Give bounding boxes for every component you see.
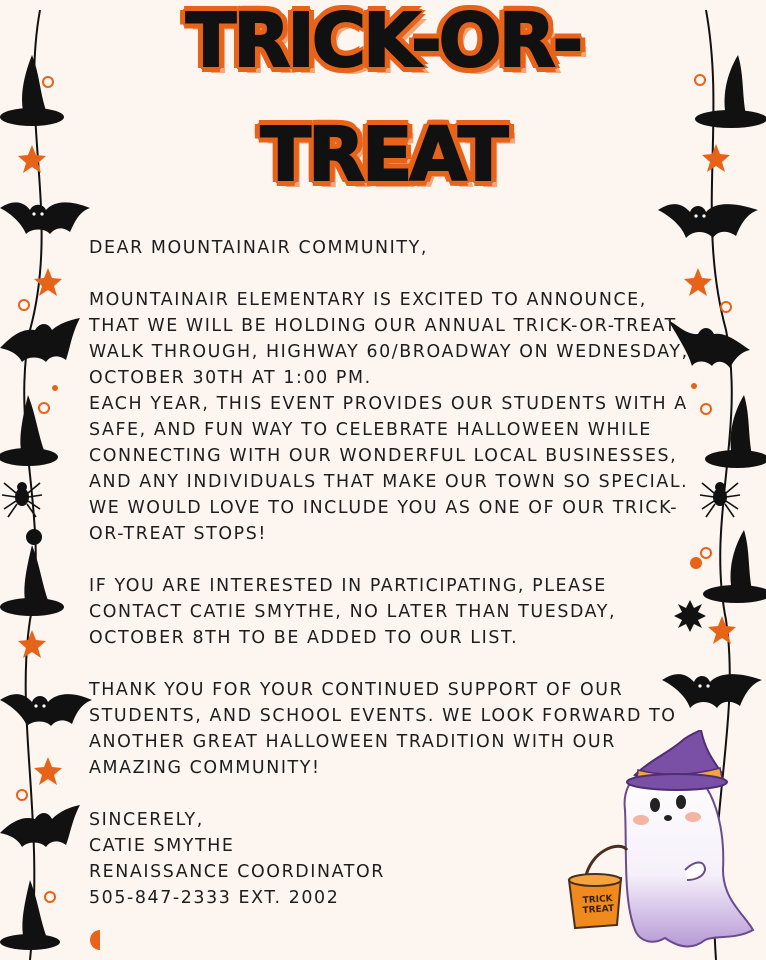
paragraph-3 <box>89 677 689 781</box>
bat-icon <box>0 202 90 234</box>
signer-role: RENAISSANCE COORDINATOR <box>89 862 385 882</box>
closing: SINCERELY, <box>89 810 204 830</box>
paragraph-line: IF YOU ARE INTERESTED IN PARTICIPATING, PLEASE <box>89 576 607 596</box>
bat-icon <box>0 694 92 726</box>
title-line-1: TRICK-OR- <box>185 0 581 84</box>
spider-icon <box>700 482 740 517</box>
greeting: DEAR MOUNTAINAIR COMMUNITY, <box>89 238 428 258</box>
paragraph-line: MOUNTAINAIR ELEMENTARY IS EXCITED TO ANNOUNCE, <box>89 290 647 310</box>
witch-hat-icon <box>695 55 766 128</box>
paragraph-line: THANK YOU FOR YOUR CONTINUED SUPPORT OF OUR <box>89 680 624 700</box>
bat-icon <box>0 805 80 847</box>
paragraph-line: WALK THROUGH, HIGHWAY 60/BROADWAY ON WEDNESDAY, <box>89 342 689 362</box>
witch-hat-icon <box>0 880 60 950</box>
bat-icon <box>658 204 758 238</box>
star-icon <box>18 630 46 658</box>
paragraph-line: AMAZING COMMUNITY! <box>89 758 321 778</box>
witch-hat-icon <box>705 395 766 468</box>
paragraph-line: OCTOBER 30TH AT 1:00 PM. <box>89 368 372 388</box>
witch-hat-icon <box>0 55 64 126</box>
bat-icon <box>0 318 80 362</box>
star-icon <box>702 144 730 172</box>
star-icon <box>708 616 736 644</box>
witch-hat-icon <box>703 530 766 603</box>
paragraph-line: CONNECTING WITH OUR WONDERFUL LOCAL BUSINESSES, <box>89 446 678 466</box>
paragraph-2 <box>89 573 689 651</box>
paragraph-1 <box>89 287 689 547</box>
paragraph-line: AND ANY INDIVIDUALS THAT MAKE OUR TOWN SO SPECIAL. <box>89 472 689 492</box>
spider-icon <box>2 482 42 517</box>
paragraph-line: SAFE, AND FUN WAY TO CELEBRATE HALLOWEEN WHILE <box>89 420 652 440</box>
paragraph-line: ANOTHER GREAT HALLOWEEN TRADITION WITH OUR <box>89 732 616 752</box>
witch-hat-icon <box>0 545 64 616</box>
star-icon <box>34 757 62 785</box>
paragraph-line: CONTACT CATIE SMYTHE, NO LATER THAN TUESDAY, <box>89 602 617 622</box>
title-line-2: TREAT <box>260 112 506 198</box>
signer-name: CATIE SMYTHE <box>89 836 235 856</box>
left-garland <box>0 0 100 960</box>
paragraph-line: OCTOBER 8TH TO BE ADDED TO OUR LIST. <box>89 628 519 648</box>
star-icon <box>18 145 46 173</box>
bucket-label-line-1: TRICK <box>582 893 613 907</box>
letter-body <box>89 235 689 911</box>
bucket-label-line-2: TREAT <box>582 903 615 917</box>
paragraph-line: OR-TREAT STOPS! <box>89 524 267 544</box>
paragraph-line: STUDENTS, AND SCHOOL EVENTS. WE LOOK FORWARD TO <box>89 706 677 726</box>
paragraph-line: EACH YEAR, THIS EVENT PROVIDES OUR STUDENTS WITH A <box>89 394 688 414</box>
signature-block <box>89 807 689 911</box>
signer-phone: 505-847-2333 EXT. 2002 <box>89 888 340 908</box>
paragraph-line: WE WOULD LOVE TO INCLUDE YOU AS ONE OF OUR TRICK- <box>89 498 679 518</box>
paragraph-line: THAT WE WILL BE HOLDING OUR ANNUAL TRICK-OR-TREAT <box>89 316 677 336</box>
